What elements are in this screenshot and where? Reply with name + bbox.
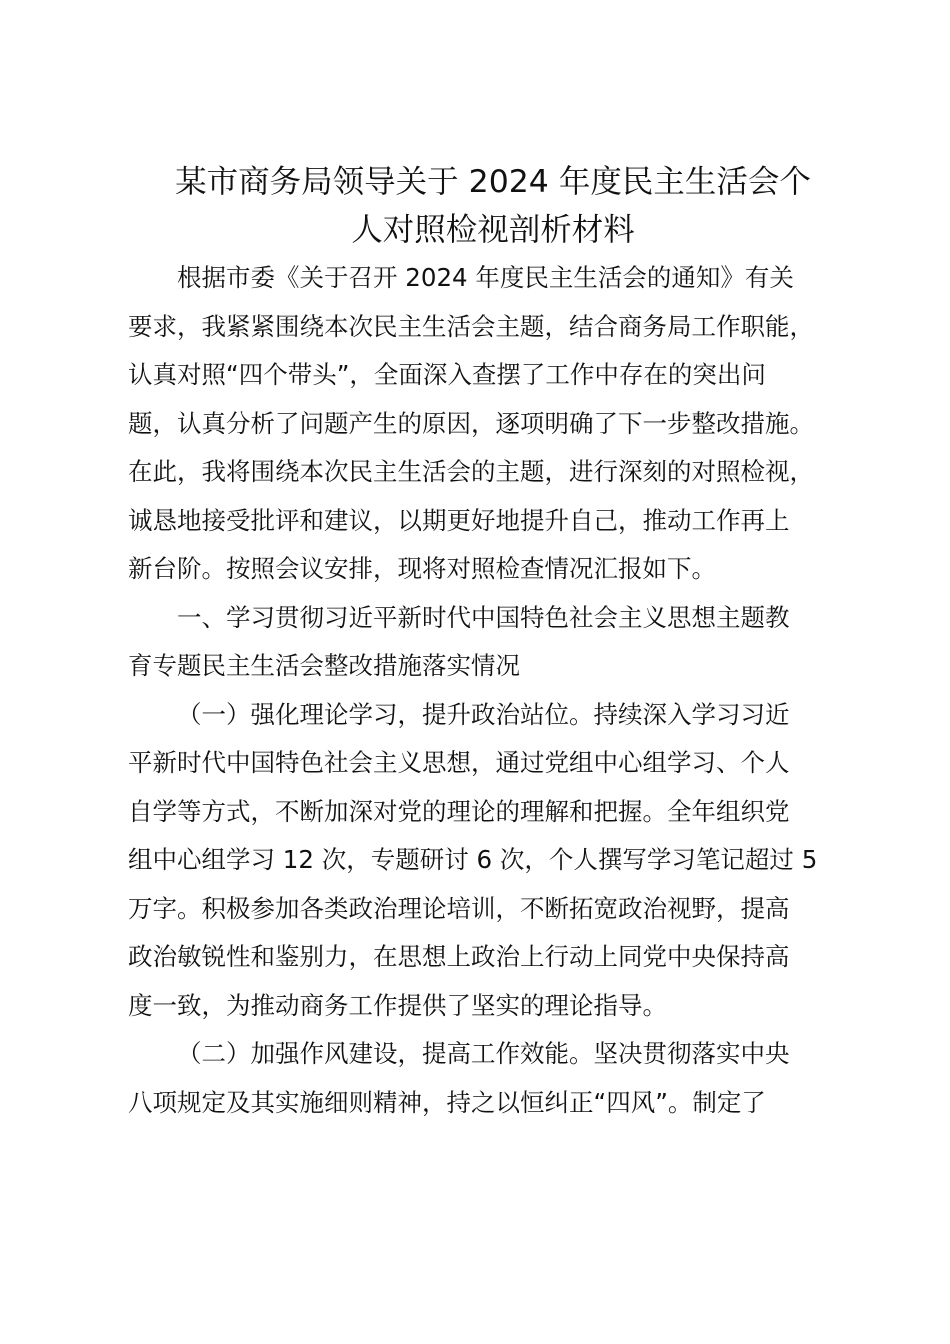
text-line: 一、学习贯彻习近平新时代中国特色社会主义思想主题教 <box>177 602 790 632</box>
text-line: 政治敏锐性和鉴别力，在思想上政治上行动上同党中央保持高 <box>128 942 790 971</box>
paragraph-subsection-1 <box>128 691 858 1031</box>
text-line: 新台阶。按照会议安排，现将对照检查情况汇报如下。 <box>128 554 716 583</box>
text-line: （二）加强作风建设，提高工作效能。坚决贯彻落实中央 <box>177 1039 790 1068</box>
document-page <box>128 158 858 1127</box>
text-line: 诚恳地接受批评和建议，以期更好地提升自己，推动工作再上 <box>128 505 790 535</box>
text-line: 万字。积极参加各类政治理论培训，不断拓宽政治视野，提高 <box>128 893 790 923</box>
text-line: 育专题民主生活会整改措施落实情况 <box>128 651 520 680</box>
text-line: 八项规定及其实施细则精神，持之以恒纠正“四风”。制定了 <box>128 1087 766 1117</box>
text-line: 认真对照“四个带头”，全面深入查摆了工作中存在的突出问 <box>128 360 766 389</box>
document-body <box>128 254 858 1127</box>
paragraph-subsection-2 <box>128 1030 858 1127</box>
document-title <box>128 158 858 254</box>
text-line: 自学等方式，不断加深对党的理论的理解和把握。全年组织党 <box>128 796 790 826</box>
title-line-1: 某市商务局领导关于 2024 年度民主生活会个 <box>175 164 811 200</box>
title-line-2: 人对照检视剖析材料 <box>351 212 635 248</box>
text-line: 题，认真分析了问题产生的原因，逐项明确了下一步整改措施。 <box>128 408 814 438</box>
section-heading-1 <box>128 594 858 691</box>
text-line: （一）强化理论学习，提升政治站位。持续深入学习习近 <box>177 699 790 729</box>
text-line: 平新时代中国特色社会主义思想，通过党组中心组学习、个人 <box>128 748 790 777</box>
text-line: 根据市委《关于召开 2024 年度民主生活会的通知》有关 <box>177 263 794 292</box>
text-line: 要求，我紧紧围绕本次民主生活会主题，结合商务局工作职能， <box>128 311 814 341</box>
text-line: 度一致，为推动商务工作提供了坚实的理论指导。 <box>128 990 667 1020</box>
paragraph-intro <box>128 254 858 594</box>
text-line: 在此，我将围绕本次民主生活会的主题，进行深刻的对照检视， <box>128 457 814 486</box>
text-line: 组中心组学习 12 次，专题研讨 6 次，个人撰写学习笔记超过 5 <box>128 845 818 874</box>
